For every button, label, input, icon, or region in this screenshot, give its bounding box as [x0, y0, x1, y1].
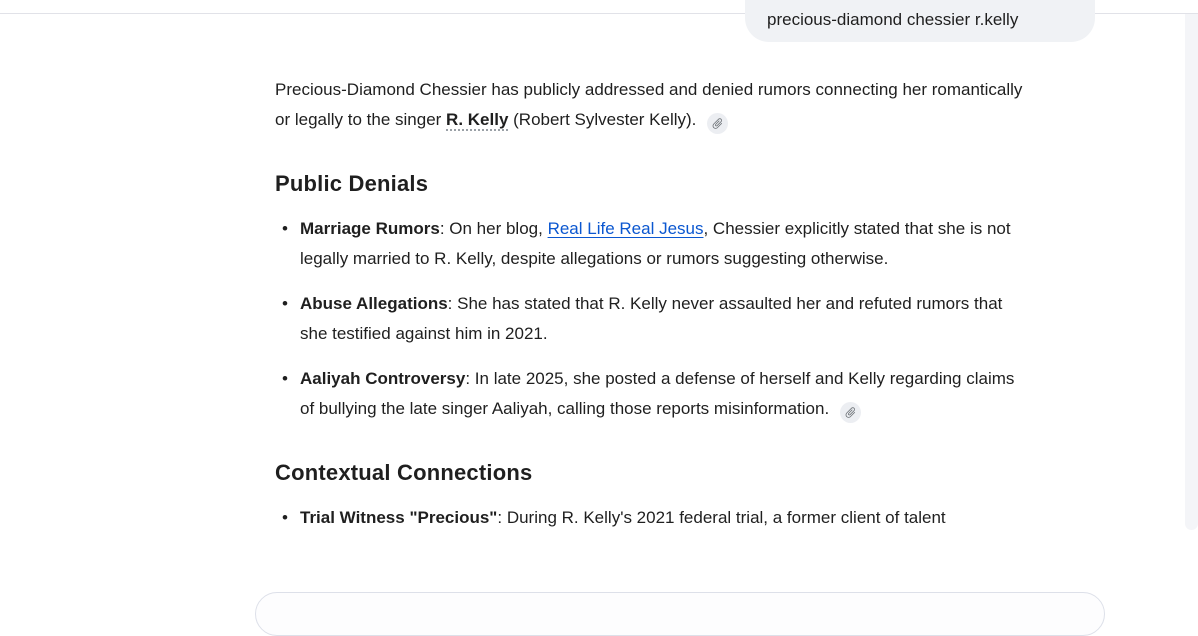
bold-text: Abuse Allegations: [300, 294, 448, 313]
user-message-text: precious-diamond chessier r.kelly: [767, 10, 1019, 29]
bold-text: Marriage Rumors: [300, 219, 440, 238]
section-heading: Contextual Connections: [275, 460, 533, 485]
list-item: [275, 214, 1030, 274]
bold-text: Trial Witness "Precious": [300, 508, 498, 527]
body-text: , Chessier explicitly stated that she is not legally married to R. Kelly, despite allegations or rumors suggesting otherwise.: [300, 219, 1011, 268]
user-message-bubble: [745, 0, 1095, 42]
list-item: [275, 289, 1030, 349]
body-text: : During R. Kelly's 2021 federal trial, a former client of talent: [497, 508, 946, 527]
citation-link-icon[interactable]: [840, 402, 861, 423]
inline-link[interactable]: Real Life Real Jesus: [547, 219, 704, 238]
chat-input-bar[interactable]: [255, 592, 1105, 636]
body-text: : She has stated that R. Kelly never assaulted her and refuted rumors that she testified against him in 2021.: [300, 294, 1003, 343]
bullet-list: [275, 503, 1030, 533]
scrollbar-thumb[interactable]: [1185, 14, 1198, 530]
body-text: (Robert Sylvester Kelly).: [508, 110, 702, 129]
citation-link-icon[interactable]: [707, 113, 728, 134]
body-text: : In late 2025, she posted a defense of herself and Kelly regarding claims of bullying the late singer Aaliyah, calling those reports misinformation.: [300, 369, 1015, 418]
model-response: [275, 0, 1030, 548]
bold-text: Aaliyah Controversy: [300, 369, 466, 388]
list-item: [275, 364, 1030, 424]
response-sections: [275, 170, 1030, 533]
entity-chip[interactable]: R. Kelly: [446, 110, 509, 129]
body-text: : On her blog,: [439, 219, 548, 238]
bullet-list: [275, 214, 1030, 424]
body-text: Precious-Diamond Chessier has publicly addressed and denied rumors connecting her romantically or legally to the singer: [275, 80, 1023, 129]
section-heading: Public Denials: [275, 171, 429, 196]
list-item: [275, 503, 1030, 533]
response-intro-paragraph: [275, 75, 1030, 135]
